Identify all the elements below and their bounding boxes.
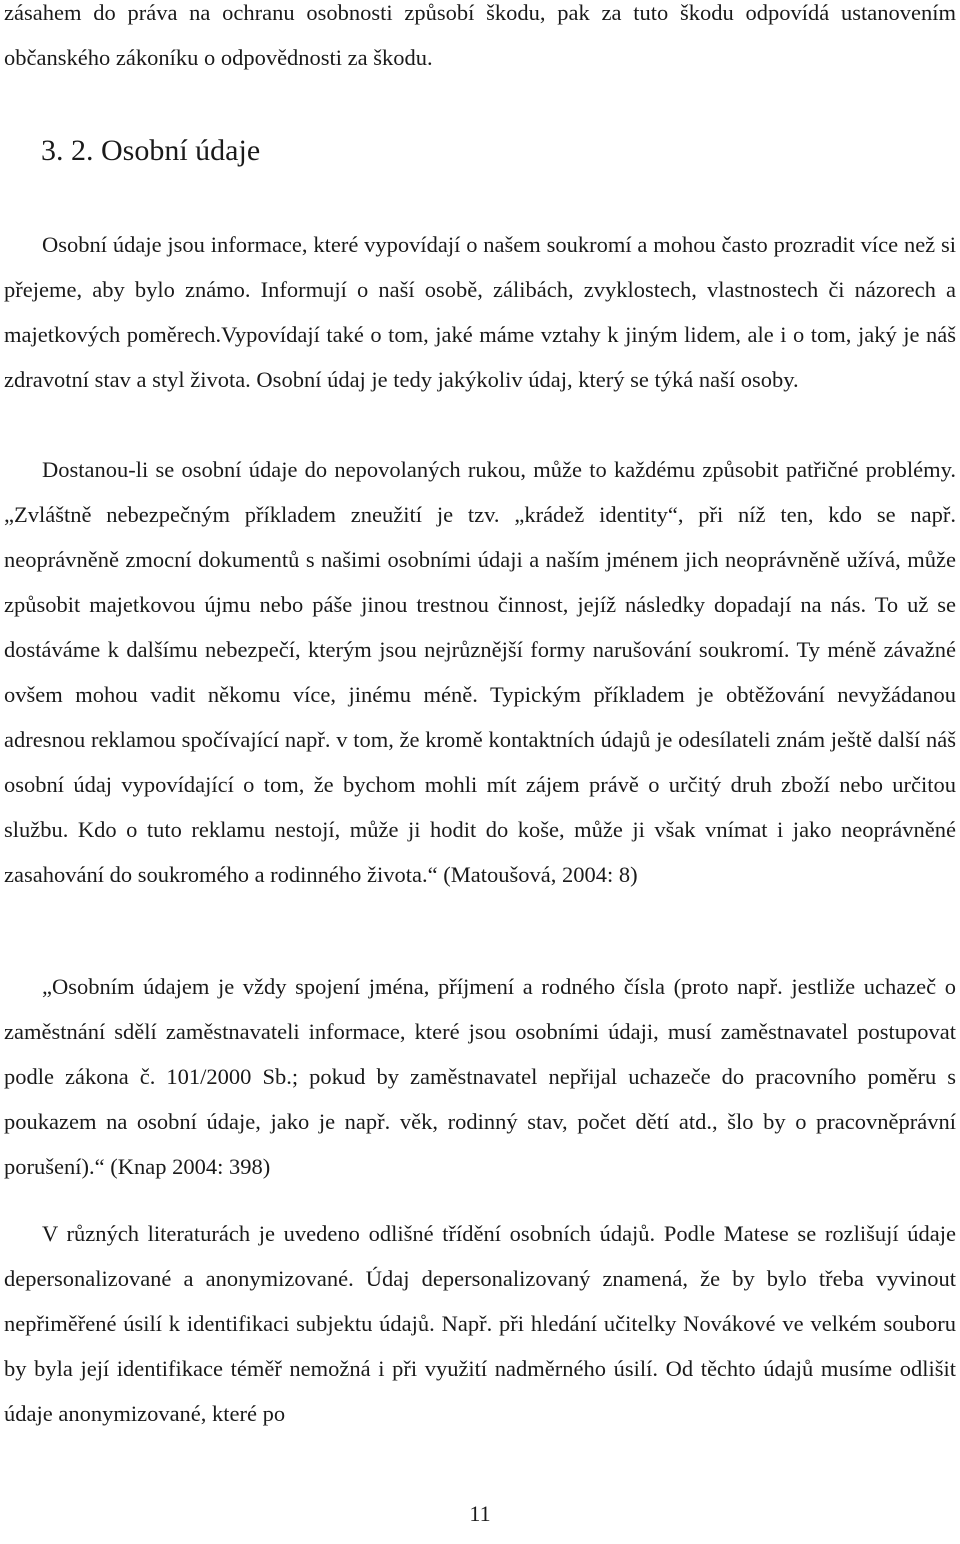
section-heading: 3. 2. Osobní údaje <box>41 134 261 167</box>
continuation-paragraph: zásahem do práva na ochranu osobnosti způsobí škodu, pak za tuto škodu odpovídá ustanovením občanského zákoníku o odpovědnosti za škodu. <box>4 0 956 70</box>
page-number: 11 <box>469 1501 491 1526</box>
paragraph-classification: V různých literaturách je uvedeno odlišné třídění osobních údajů. Podle Matese se rozlišují údaje depersonalizované a anonymizované. Údaj depersonalizovaný znamená, že by bylo třeba vyvinout nepřiměřené úsilí k identifikaci subjektu údajů. Např. při hledání učitelky Novákové ve velkém souboru by byla její identifikace téměř nemožná i při využití nadměrného úsilí. Od těchto údajů musíme odlišit údaje anonymizované, které po <box>4 1221 956 1426</box>
paragraph-personal-data-definition: Osobní údaje jsou informace, které vypovídají o našem soukromí a mohou často prozradit více než si přejeme, aby bylo známo. Informují o naší osobě, zálibách, zvyklostech, vlastnostech či názorech a majetkových poměrech.Vypovídají také o tom, jaké máme vztahy k jiným lidem, ale i o tom, jaký je náš zdravotní stav a styl života. Osobní údaj je tedy jakýkoliv údaj, který se týká naší osoby. <box>4 232 956 392</box>
paragraph-knap-quote: „Osobním údajem je vždy spojení jména, příjmení a rodného čísla (proto např. jestliže uchazeč o zaměstnání sdělí zaměstnavateli informace, které jsou osobními údaji, musí zaměstnavatel postupovat podle zákona č. 101/2000 Sb.; pokud by zaměstnavatel nepřijal uchazeče do pracovního poměru s poukazem na osobní údaje, jako je např. věk, rodinný stav, počet dětí atd., šlo by o pracovněprávní porušení).“ (Knap 2004: 398) <box>4 974 956 1179</box>
paragraph-identity-theft: Dostanou-li se osobní údaje do nepovolaných rukou, může to každému způsobit patřičné problémy. „Zvláštně nebezpečným příkladem zneužití je tzv. „krádež identity“, při níž ten, kdo se např. neoprávněně zmocní dokumentů s našimi osobními údaji a naším jménem jich neoprávněně užívá, může způsobit majetkovou újmu nebo páše jinou trestnou činnost, jejíž následky dopadají na nás. To už se dostáváme k dalšímu nebezpečí, kterým jsou nejrůznější formy narušování soukromí. Ty méně závažné ovšem mohou vadit někomu více, jinému méně. Typickým příkladem je obtěžování nevyžádanou adresnou reklamou spočívající např. v tom, že kromě kontaktních údajů je odesílateli znám ještě další náš osobní údaj vypovídající o tom, že bychom mohli mít zájem právě o určitý druh zboží nebo určitou službu. Kdo o tuto reklamu nestojí, může ji hodit do koše, může ji však vnímat i jako neoprávněné zasahování do soukromého a rodinného života.“ (Matoušová, 2004: 8) <box>4 457 956 887</box>
